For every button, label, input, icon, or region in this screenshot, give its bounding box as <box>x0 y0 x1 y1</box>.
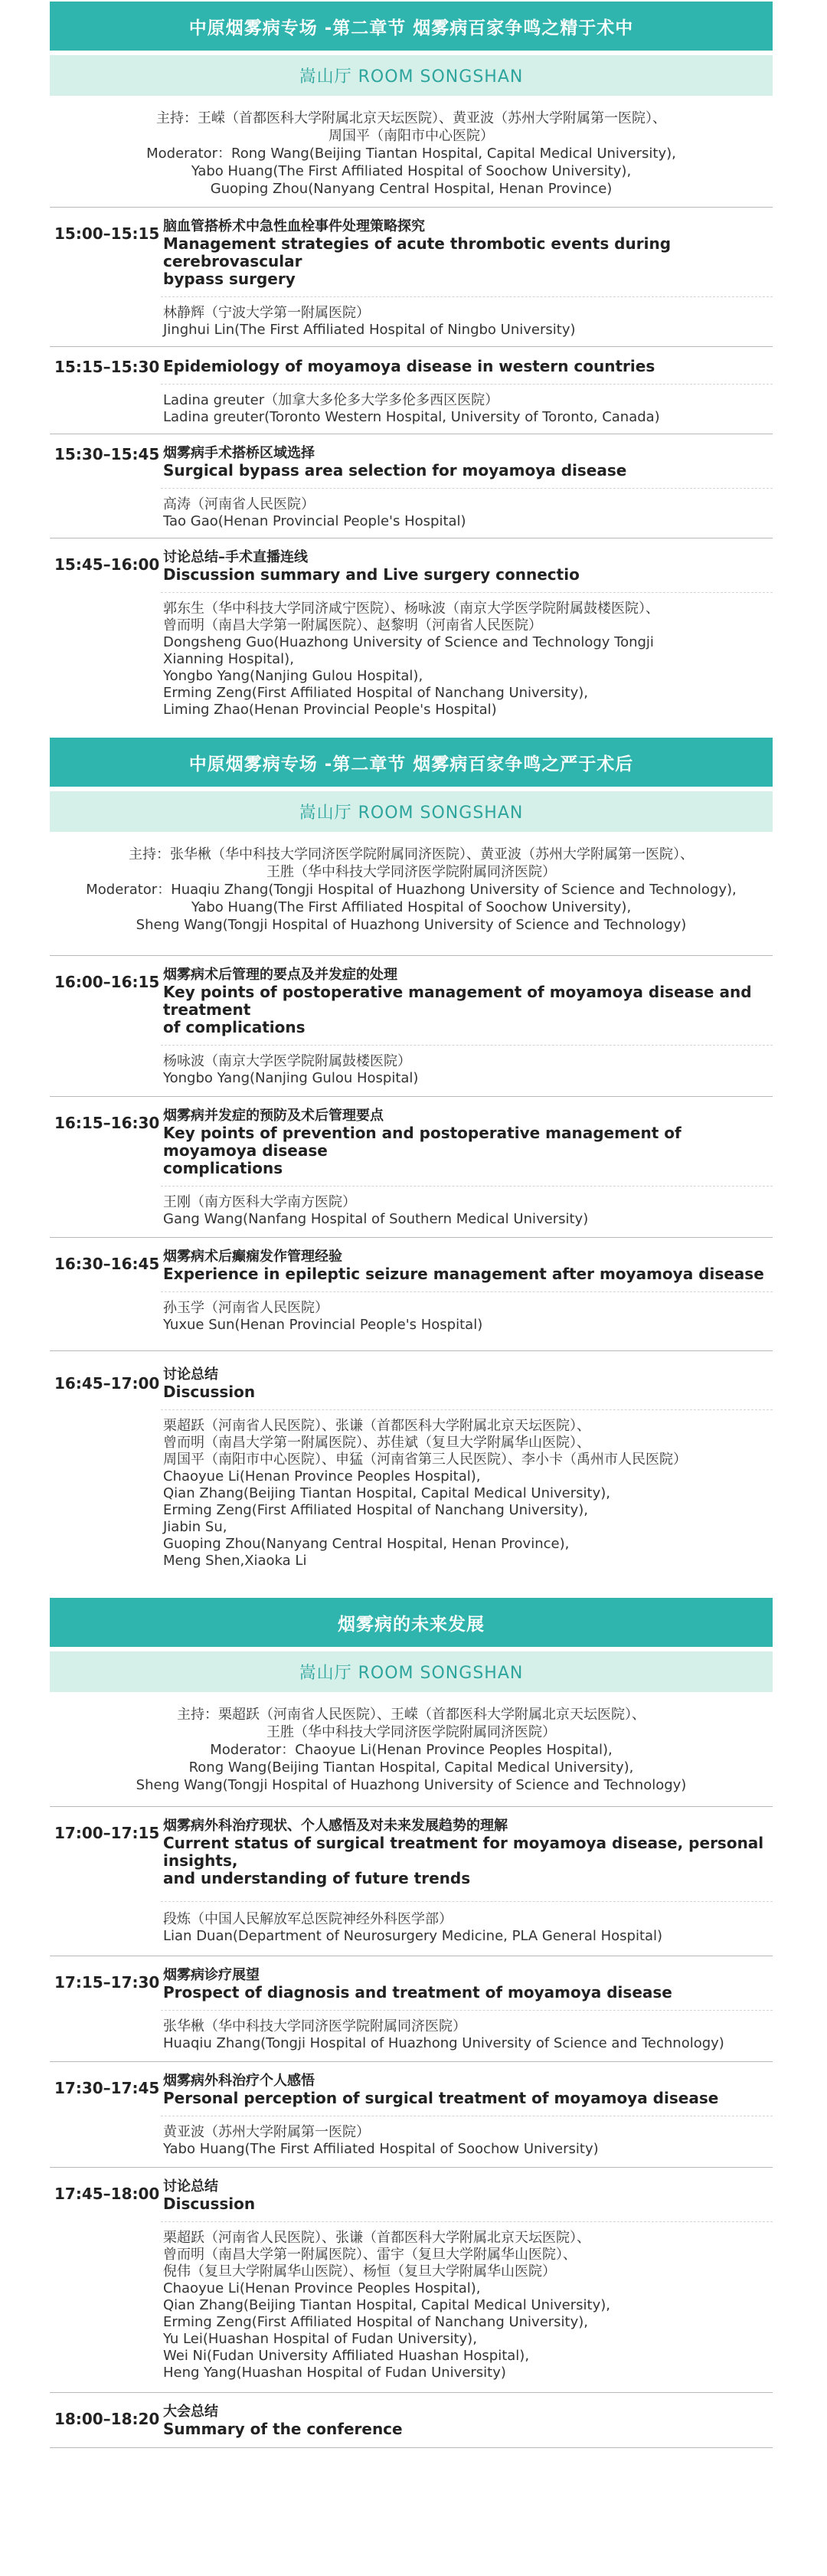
talk-speakers <box>163 297 773 339</box>
talk-title-en <box>163 566 773 584</box>
talk-title-zh: 烟雾病术后癫痫发作管理经验 <box>163 1249 342 1265</box>
moderator-line: Sheng Wang(Tongji Hospital of Huazhong University of Science and Technology) <box>136 1777 687 1793</box>
speaker-line: Erming Zeng(First Affiliated Hospital of Nanchang University), <box>163 1502 589 1518</box>
speaker-line: Qian Zhang(Beijing Tiantan Hospital, Capital Medical University), <box>163 1485 610 1501</box>
talk-title-en <box>163 2421 773 2438</box>
talk-speakers <box>163 1902 773 1945</box>
talk-time: 15:00–15:15 <box>54 224 160 243</box>
talk-title-en <box>163 358 773 375</box>
speaker-line: 孙玉学（河南省人民医院） <box>163 1300 329 1316</box>
speaker-line: 郭东生（华中科技大学同济咸宁医院）、杨咏波（南京大学医学院附属鼓楼医院）、 <box>163 601 659 617</box>
talk-speakers <box>163 489 773 530</box>
talk-item <box>50 1956 773 2062</box>
talk-title-en-line: Personal perception of surgical treatment of moyamoya disease <box>163 2089 719 2107</box>
talk-item <box>50 2062 773 2168</box>
speaker-line: Erming Zeng(First Affiliated Hospital of Nanchang University), <box>163 685 589 701</box>
talk-title-zh: 烟雾病手术搭桥区域选择 <box>163 445 315 461</box>
talk-time: 15:15–15:30 <box>54 358 160 376</box>
speaker-line: 黄亚波（苏州大学附属第一医院） <box>163 2124 370 2140</box>
moderator-line: 王胜（华中科技大学同济医学院附属同济医院） <box>266 1724 556 1740</box>
talk-time: 17:30–17:45 <box>54 2079 160 2097</box>
talk-time: 15:45–16:00 <box>54 555 160 574</box>
talk-title-en <box>163 235 773 288</box>
speaker-line: 曾而明（南昌大学第一附属医院）、雷宇（复旦大学附属华山医院）、 <box>163 2247 577 2263</box>
talk-time: 16:00–16:15 <box>54 973 160 991</box>
divider <box>50 2447 773 2448</box>
speaker-line: Xianning Hospital), <box>163 651 294 667</box>
talk-speakers <box>163 1187 773 1228</box>
talk-title-zh: 烟雾病并发症的预防及术后管理要点 <box>163 1108 384 1124</box>
talk-title-en <box>163 1124 773 1177</box>
speaker-line: 段炼（中国人民解放军总医院神经外科医学部） <box>163 1911 453 1927</box>
talk-title-zh: 烟雾病诊疗展望 <box>163 1967 260 1983</box>
speaker-line: Jiabin Su, <box>163 1519 227 1535</box>
moderator-line: 主持：张华楸（华中科技大学同济医学院附属同济医院）、黄亚波（苏州大学附属第一医院）、 <box>129 846 694 862</box>
speaker-line: Ladina greuter（加拿大多伦多大学多伦多西区医院） <box>163 392 499 408</box>
talk-title-en <box>163 984 773 1036</box>
hall-label: 嵩山厅 ROOM SONGSHAN <box>50 1651 773 1692</box>
talk-item <box>50 208 773 347</box>
speaker-line: Heng Yang(Huashan Hospital of Fudan University) <box>163 2365 506 2381</box>
moderator-line: Rong Wang(Beijing Tiantan Hospital, Capital Medical University), <box>188 1759 634 1776</box>
speaker-line: 杨咏波（南京大学医学院附属鼓楼医院） <box>163 1053 411 1069</box>
talk-title-en <box>163 1383 773 1401</box>
moderator-line: Guoping Zhou(Nanyang Central Hospital, Henan Province) <box>210 181 613 197</box>
talk-item <box>50 2393 773 2448</box>
talk-item <box>50 1351 773 1569</box>
talk-title-en <box>163 462 773 480</box>
talk-speakers <box>163 2116 773 2158</box>
talk-title-en-line: Discussion summary and Live surgery connectio <box>163 565 580 584</box>
speaker-line: Lian Duan(Department of Neurosurgery Medicine, PLA General Hospital) <box>163 1928 663 1944</box>
talk-time: 17:45–18:00 <box>54 2185 160 2203</box>
talk-title-en-line: Key points of postoperative management of moyamoya disease and treatment <box>163 983 752 1019</box>
talk-speakers <box>163 593 773 718</box>
talk-title-en-line: Epidemiology of moyamoya disease in western countries <box>163 357 655 375</box>
moderator-line: Yabo Huang(The First Affiliated Hospital of Soochow University), <box>191 163 632 179</box>
talk-title-zh: 烟雾病术后管理的要点及并发症的处理 <box>163 967 397 983</box>
talk-title-zh: 讨论总结–手术直播连线 <box>163 549 308 565</box>
section-title: 烟雾病的未来发展 <box>50 1598 773 1647</box>
talk-title-en-line: Management strategies of acute thrombotic events during cerebrovascular <box>163 234 672 270</box>
talk-title-en <box>163 2090 773 2107</box>
talk-item <box>50 2168 773 2393</box>
speaker-line: Yongbo Yang(Nanjing Gulou Hospital), <box>163 668 423 684</box>
talk-item <box>50 956 773 1097</box>
talk-time: 16:15–16:30 <box>54 1114 160 1132</box>
section-3 <box>50 1598 773 2448</box>
talk-title-en-line: Current status of surgical treatment for moyamoya disease, personal insights, <box>163 1834 764 1870</box>
section-1 <box>50 2 773 718</box>
speaker-line: 张华楸（华中科技大学同济医学院附属同济医院） <box>163 2018 466 2034</box>
talk-title-zh: 大会总结 <box>163 2404 218 2420</box>
talk-title-zh: 讨论总结 <box>163 1367 218 1383</box>
talk-title-en-line: bypass surgery <box>163 270 296 288</box>
talk-item <box>50 434 773 538</box>
moderator-line: 主持：王嵘（首都医科大学附属北京天坛医院）、黄亚波（苏州大学附属第一医院）、 <box>156 110 666 126</box>
speaker-line: Tao Gao(Henan Provincial People's Hospital) <box>163 513 466 529</box>
talk-speakers <box>163 385 773 426</box>
section-title: 中原烟雾病专场 -第二章节 烟雾病百家争鸣之精于术中 <box>50 2 773 51</box>
talk-title-en-line: of complications <box>163 1018 306 1036</box>
talk-time: 16:45–17:00 <box>54 1374 160 1393</box>
section-2 <box>50 738 773 1569</box>
moderator-line: Moderator：Rong Wang(Beijing Tiantan Hospital, Capital Medical University), <box>146 146 676 162</box>
speaker-line: Yu Lei(Huashan Hospital of Fudan University), <box>163 2331 477 2347</box>
speaker-line: Yabo Huang(The First Affiliated Hospital of Soochow University) <box>163 2141 599 2157</box>
speaker-line: Erming Zeng(First Affiliated Hospital of Nanchang University), <box>163 2314 589 2330</box>
moderator-line: Yabo Huang(The First Affiliated Hospital of Soochow University), <box>191 899 632 915</box>
talk-title-en-line: Key points of prevention and postoperative management of moyamoya disease <box>163 1124 682 1160</box>
hall-label: 嵩山厅 ROOM SONGSHAN <box>50 791 773 832</box>
talk-title-en-line: and understanding of future trends <box>163 1869 471 1887</box>
speaker-line: 栗超跃（河南省人民医院）、张谦（首都医科大学附属北京天坛医院）、 <box>163 2230 590 2246</box>
talk-item <box>50 1238 773 1351</box>
moderator-line: 周国平（南阳市中心医院） <box>329 128 494 144</box>
speaker-line: 高涛（河南省人民医院） <box>163 496 315 512</box>
speaker-line: Wei Ni(Fudan University Affiliated Huashan Hospital), <box>163 2348 530 2364</box>
talk-speakers <box>163 1292 773 1334</box>
speaker-line: Gang Wang(Nanfang Hospital of Southern Medical University) <box>163 1211 589 1227</box>
section-title: 中原烟雾病专场 -第二章节 烟雾病百家争鸣之严于术后 <box>50 738 773 787</box>
speaker-line: 栗超跃（河南省人民医院）、张谦（首都医科大学附属北京天坛医院）、 <box>163 1418 590 1434</box>
talk-item <box>50 538 773 718</box>
talk-item <box>50 1097 773 1238</box>
talk-title-en <box>163 1835 773 1887</box>
talk-title-zh: 脑血管搭桥术中急性血栓事件处理策略探究 <box>163 218 425 234</box>
speaker-line: Chaoyue Li(Henan Province Peoples Hospital), <box>163 2280 481 2296</box>
talk-title-en-line: Summary of the conference <box>163 2420 403 2438</box>
moderators <box>50 1692 773 1794</box>
speaker-line: Guoping Zhou(Nanyang Central Hospital, Henan Province), <box>163 1536 570 1552</box>
moderator-line: 主持：栗超跃（河南省人民医院）、王嵘（首都医科大学附属北京天坛医院）、 <box>177 1707 646 1723</box>
talk-time: 18:00–18:20 <box>54 2410 160 2428</box>
speaker-line: 曾而明（南昌大学第一附属医院）、赵黎明（河南省人民医院） <box>163 617 542 633</box>
speaker-line: Qian Zhang(Beijing Tiantan Hospital, Capital Medical University), <box>163 2297 610 2313</box>
speaker-line: Jinghui Lin(The First Affiliated Hospital of Ningbo University) <box>163 322 576 338</box>
speaker-line: Meng Shen,Xiaoka Li <box>163 1553 307 1569</box>
hall-label: 嵩山厅 ROOM SONGSHAN <box>50 55 773 96</box>
moderator-line: 王胜（华中科技大学同济医学院附属同济医院） <box>266 864 556 880</box>
moderator-line: Moderator：Huaqiu Zhang(Tongji Hospital of Huazhong University of Science and Technology), <box>86 882 737 898</box>
speaker-line: Huaqiu Zhang(Tongji Hospital of Huazhong University of Science and Technology) <box>163 2035 724 2051</box>
talk-speakers <box>163 2011 773 2052</box>
talk-time: 16:30–16:45 <box>54 1255 160 1273</box>
talk-title-en <box>163 1984 773 2002</box>
talk-title-en-line: Surgical bypass area selection for moyamoya disease <box>163 461 627 480</box>
talk-title-zh: 讨论总结 <box>163 2178 218 2195</box>
talk-title-en <box>163 2195 773 2213</box>
speaker-line: Dongsheng Guo(Huazhong University of Science and Technology Tongji <box>163 634 654 650</box>
speaker-line: 曾而明（南昌大学第一附属医院）、苏佳斌（复旦大学附属华山医院）、 <box>163 1435 590 1451</box>
speaker-line: Liming Zhao(Henan Provincial People's Hospital) <box>163 702 497 718</box>
talk-speakers <box>163 1410 773 1569</box>
talk-time: 15:30–15:45 <box>54 445 160 463</box>
speaker-line: Chaoyue Li(Henan Province Peoples Hospital), <box>163 1468 481 1484</box>
speaker-line: 林静辉（宁波大学第一附属医院） <box>163 305 370 321</box>
talk-speakers <box>163 2222 773 2381</box>
moderator-line: Moderator：Chaoyue Li(Henan Province Peoples Hospital), <box>210 1742 613 1758</box>
talk-speakers <box>163 1046 773 1087</box>
talk-item <box>50 1807 773 1956</box>
talk-title-en-line: complications <box>163 1159 283 1177</box>
talk-title-en-line: Discussion <box>163 1383 256 1401</box>
speaker-line: 王刚（南方医科大学南方医院） <box>163 1194 356 1210</box>
speaker-line: 倪伟（复旦大学附属华山医院）、杨恒（复旦大学附属华山医院） <box>163 2263 556 2280</box>
talk-item <box>50 347 773 434</box>
speaker-line: 周国平（南阳市中心医院）、申猛（河南省第三人民医院）、李小卡（禹州市人民医院） <box>163 1452 687 1468</box>
moderators <box>50 96 773 198</box>
moderators <box>50 832 773 934</box>
speaker-line: Yongbo Yang(Nanjing Gulou Hospital) <box>163 1070 419 1086</box>
talk-title-en-line: Experience in epileptic seizure management after moyamoya disease <box>163 1265 764 1283</box>
speaker-line: Ladina greuter(Toronto Western Hospital, University of Toronto, Canada) <box>163 409 660 425</box>
talk-title-en-line: Discussion <box>163 2195 256 2213</box>
moderator-line: Sheng Wang(Tongji Hospital of Huazhong University of Science and Technology) <box>136 917 687 933</box>
talk-title-en-line: Prospect of diagnosis and treatment of moyamoya disease <box>163 1983 672 2002</box>
talk-title-zh: 烟雾病外科治疗现状、个人感悟及对未来发展趋势的理解 <box>163 1818 508 1834</box>
talk-title-zh: 烟雾病外科治疗个人感悟 <box>163 2073 315 2089</box>
talk-title-en <box>163 1265 773 1283</box>
talk-time: 17:00–17:15 <box>54 1824 160 1842</box>
speaker-line: Yuxue Sun(Henan Provincial People's Hospital) <box>163 1317 483 1333</box>
talk-time: 17:15–17:30 <box>54 1973 160 1992</box>
